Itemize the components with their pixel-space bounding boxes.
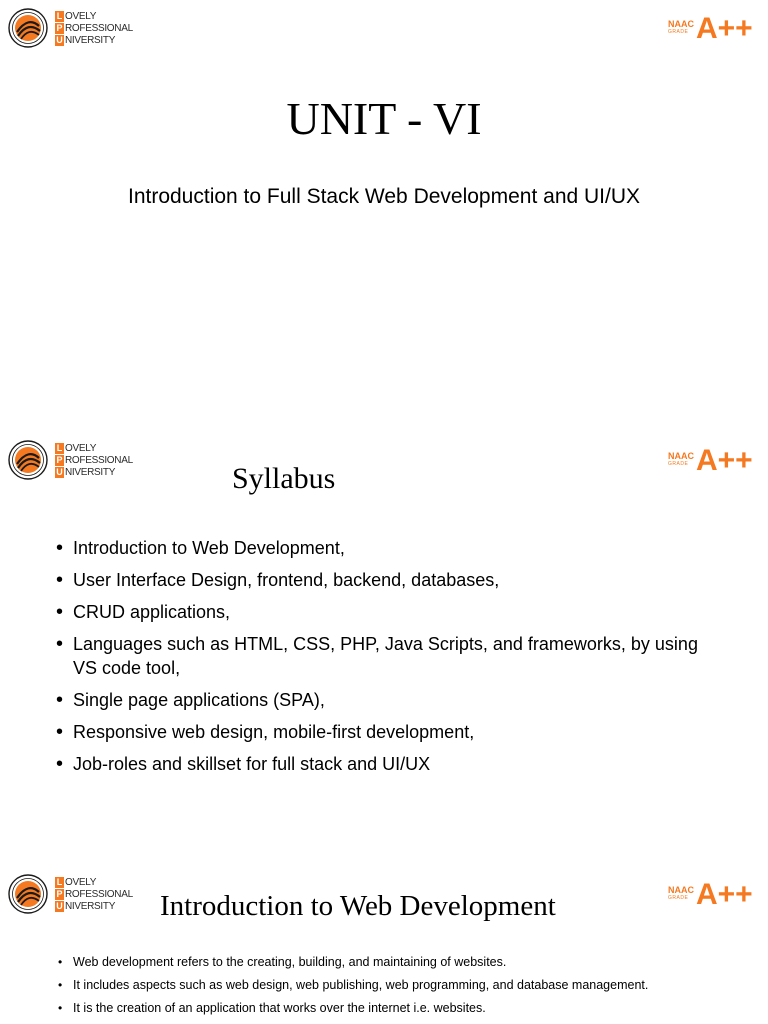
svg-text:A++: A++ — [696, 12, 753, 42]
naac-grade-icon — [696, 878, 764, 908]
naac-badge — [668, 12, 764, 42]
lpu-wordmark — [55, 876, 133, 912]
lpu-initial: U — [56, 901, 63, 911]
lpu-initial: L — [56, 11, 63, 21]
list-item: • User Interface Design, frontend, backend, databases, — [56, 568, 716, 592]
svg-text:A++: A++ — [696, 878, 753, 908]
naac-badge — [668, 444, 764, 474]
lpu-word: OVELY — [65, 10, 97, 22]
lpu-initial: L — [56, 443, 63, 453]
list-item: • It includes aspects such as web design, web publishing, web programming, and database management. — [58, 977, 738, 994]
naac-grade-label: GRADE — [668, 28, 689, 35]
syllabus-title: Syllabus — [232, 462, 336, 495]
lpu-word: OVELY — [65, 442, 97, 454]
lpu-word: NIVERSITY — [65, 466, 116, 478]
lpu-word: ROFESSIONAL — [65, 22, 133, 34]
list-item: • Single page applications (SPA), — [56, 688, 716, 712]
naac-label: NAAC — [668, 18, 694, 29]
lpu-logo — [8, 440, 133, 480]
lpu-initial: U — [56, 35, 63, 45]
naac-label: NAAC — [668, 450, 694, 461]
intro-list — [58, 954, 738, 1023]
lpu-wordmark — [55, 442, 133, 478]
svg-text:A++: A++ — [696, 444, 753, 474]
lpu-seal-icon — [8, 8, 48, 48]
naac-label: NAAC — [668, 884, 694, 895]
naac-grade-icon — [696, 12, 764, 42]
lpu-initial: P — [56, 23, 63, 33]
list-item: • CRUD applications, — [56, 600, 716, 624]
list-item: • Introduction to Web Development, — [56, 536, 716, 560]
list-item: • Responsive web design, mobile-first development, — [56, 720, 716, 744]
lpu-logo — [8, 8, 133, 48]
lpu-initial: U — [56, 467, 63, 477]
slide-syllabus — [0, 432, 768, 852]
list-item: • Web development refers to the creating, building, and maintaining of websites. — [58, 954, 738, 971]
lpu-word: ROFESSIONAL — [65, 888, 133, 900]
lpu-initial: P — [56, 455, 63, 465]
naac-grade-label: GRADE — [668, 460, 689, 467]
lpu-initial: P — [56, 889, 63, 899]
lpu-word: NIVERSITY — [65, 34, 116, 46]
list-item: • Languages such as HTML, CSS, PHP, Java Scripts, and frameworks, by using VS code tool, — [56, 632, 716, 680]
unit-subtitle: Introduction to Full Stack Web Development and UI/UX — [127, 185, 641, 208]
lpu-initial: L — [56, 877, 63, 887]
naac-badge — [668, 878, 764, 908]
lpu-logo — [8, 874, 133, 914]
lpu-word: NIVERSITY — [65, 900, 116, 912]
naac-grade-icon — [696, 444, 764, 474]
unit-title: UNIT - VI — [286, 93, 482, 144]
lpu-seal-icon — [8, 440, 48, 480]
lpu-wordmark — [55, 10, 133, 46]
list-item: • Job-roles and skillset for full stack and UI/UX — [56, 752, 716, 776]
slide-intro-web-dev — [0, 864, 768, 1024]
list-item: • It is the creation of an application that works over the internet i.e. websites. — [58, 1000, 738, 1017]
lpu-seal-icon — [8, 874, 48, 914]
lpu-word: ROFESSIONAL — [65, 454, 133, 466]
naac-grade-label: GRADE — [668, 894, 689, 901]
slide-unit-title — [0, 0, 768, 420]
lpu-word: OVELY — [65, 876, 97, 888]
intro-title: Introduction to Web Development — [160, 890, 556, 922]
syllabus-list — [56, 536, 716, 784]
